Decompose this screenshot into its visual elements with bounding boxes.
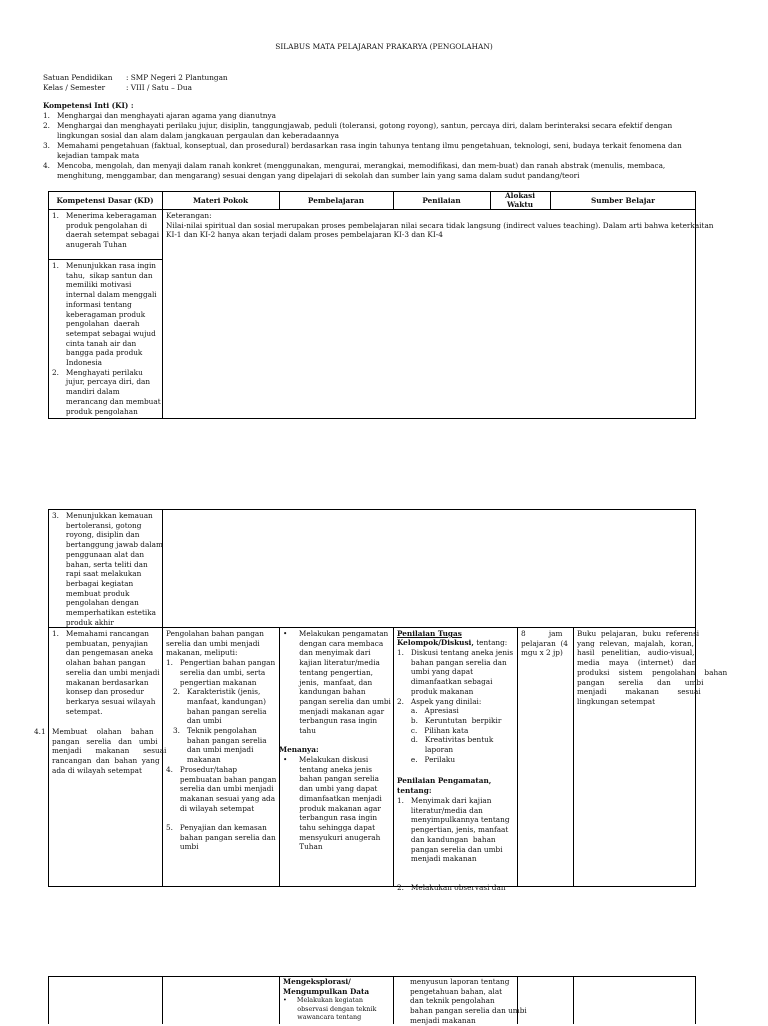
penilaian-tentang-label: tentang: (473, 638, 508, 647)
column-divider (573, 976, 574, 1024)
kd-4-1: Membuat olahan bahan pangan serelia dan umbi menjadi makanan sesuai rancangan dan bahan yang ada di wilayah setempat (52, 727, 167, 775)
ki-item (43, 111, 715, 121)
mengeksplorasi-heading: Mengeksplorasi/ Mengumpulkan Data (283, 977, 370, 996)
pembelajaran-mengeksplorasi: • Melakukan kegiatan observasi dengan teknik wawancara tentang (283, 996, 377, 1021)
column-divider (393, 627, 394, 887)
ki-item (43, 121, 715, 140)
ki-text: Memahami pengetahuan (faktual, konseptual, dan prosedural) berdasarkan rasa ingin tahunya tentang ilmu pengetahuan, teknologi, seni, budaya terkait fenomena dan kejadian tampak mata (57, 141, 682, 160)
penilaian-tugas-subheading (397, 638, 507, 648)
column-divider (48, 976, 49, 1024)
penilaian-laporan: menyusun laporan tentang pengetahuan bahan, alat dan teknik pengolahan bahan pangan serelia dan umbi menjadi makanan (410, 977, 527, 1025)
column-divider (162, 976, 163, 1024)
ki-number: 2. (43, 121, 50, 130)
column-divider (279, 976, 280, 1024)
header-materi: Materi Pokok (192, 196, 249, 205)
kd-2-3: 3. Menunjukkan kemauan bertoleransi, gotong royong, disiplin dan bertanggung jawab dalam penggunaan alat dan bahan, serta teliti dan rapi saat melakukan berbagai kegiatan membuat produk pengolahan dengan memperhatikan estetika produk akhir (52, 511, 163, 627)
header-kd: Kompetensi Dasar (KD) (56, 196, 154, 205)
kelas-value: : VIII / Satu – Dua (126, 83, 192, 92)
materi-pokok: Pengolahan bahan pangan serelia dan umbi menjadi makanan, meliputi: 1. Pengertian bahan pangan serelia dan umbi, serta pengertian makanan 2. Karakteristik (jenis, manfaat, kandungan) bahan pangan serelia dan umbi 3. Teknik pengolahan bahan pangan serelia dan umbi menjadi makanan 4. Prosedur/tahap pembuatan bahan pangan serelia dan umbi menjadi makanan sesuai yang ada di wilayah setempat 5. Penyajian dan kemasan bahan pangan serelia dan umbi (166, 629, 277, 852)
ki-item (43, 141, 715, 160)
kd-1-1: 1. Menerima keberagaman produk pengolahan di daerah setempat sebagai anugerah Tuhan (52, 211, 160, 250)
header-alokasi: Alokasi Waktu (505, 191, 535, 209)
header-penilaian: Penilaian (422, 196, 461, 205)
alokasi-waktu: 8 jam pelajaran (4 mgu x 2 jp) (521, 629, 568, 658)
keterangan-note: Keterangan: Nilai-nilai spiritual dan sosial merupakan proses pembelajaran nilai secara tidak langsung (indirect values teaching). Dalam arti bahwa keterkaitan KI-1 dan KI-2 hanya akan terjadi dalam proses pembelajaran KI-3 dan KI-4 (166, 211, 714, 240)
column-divider (279, 627, 280, 887)
sumber-belajar: Buku pelajaran, buku referensi yang relevan, majalah, koran, hasil penelitian, audio-visual, media maya (internet) dan produksi sistem pengolahan bahan pangan serelia dan umbi menjadi makanan sesuai lingkungan setempat (577, 629, 728, 706)
ki-text: Menghargai dan menghayati ajaran agama yang dianutnya (57, 111, 276, 120)
header-sumber: Sumber Belajar (591, 196, 655, 205)
penilaian-tugas-list: 1. Diskusi tentang aneka jenis bahan pangan serelia dan umbi yang dapat dimanfaatkan sebagai produk makanan 2. Aspek yang dinilai: a. Apresiasi b. Keruntutan berpikir c. Pilihan kata d. Kreativitas bentuk laporan e. Perilaku (397, 648, 514, 764)
table-3-top-border (48, 976, 696, 977)
penilaian-kelompok-label: Kelompok/Diskusi, (397, 638, 474, 647)
column-divider (573, 627, 574, 887)
column-divider (162, 191, 163, 419)
column-divider (695, 976, 696, 1024)
ki-number: 1. (43, 111, 50, 120)
pembelajaran-menanya: • Melakukan diskusi tentang aneka jenis bahan pangan serelia dan umbi yang dapat dimanfaatkan menjadi produk makanan agar terbangun rasa ingin tahu sehingga dapat mensyukuri anugerah Tuhan (283, 755, 382, 852)
kelas-label: Kelas / Semester (43, 83, 106, 92)
ki-number: 4. (43, 161, 50, 170)
header-divider (48, 209, 696, 210)
penilaian-pengamatan-heading: Penilaian Pengamatan, tentang: (397, 776, 492, 795)
column-divider (393, 976, 394, 1024)
satuan-label: Satuan Pendidikan (43, 73, 113, 82)
menanya-heading: Menanya: (279, 745, 319, 754)
ki-heading: Kompetensi Inti (KI) : (43, 101, 134, 110)
ki-item (43, 161, 715, 180)
ki-text: Mencoba, mengolah, dan menyaji dalam ranah konkret (menggunakan, mengurai, merangkai, memodifikasi, dan mem-buat) dan ranah abstrak (menulis, membaca, menghitung, menggambar, dan mengarang) sesuai dengan yang dipelajari di sekolah dan sumber lain yang sama dalam sudut pandang/teori (57, 161, 666, 180)
header-pembelajaran: Pembelajaran (307, 196, 365, 205)
page-title: SILABUS MATA PELAJARAN PRAKARYA (PENGOLAHAN) (275, 42, 493, 51)
penilaian-pengamatan-list: 1. Menyimak dari kajian literatur/media dan menyimpulkannya tentang pengertian, jenis, manfaat dan kandungan bahan pangan serelia dan umbi menjadi makanan 2. Melakukan observasi dan (397, 796, 510, 893)
ki-number: 3. (43, 141, 50, 150)
pembelajaran-mengamati: • Melakukan pengamatan dengan cara membaca dan menyimak dari kajian literatur/media tentang pengertian, jenis, manfaat, dan kandungan bahan pangan serelia dan umbi menjadi makanan agar terbangun rasa ingin tahu (283, 629, 391, 736)
ki-text: Menghargai dan menghayati perilaku jujur, disiplin, tanggungjawab, peduli (toleransi, gotong royong), santun, percaya diri, dalam berinteraksi secara efektif dengan lingkungan sosial dan alam dalam jangkauan pergaulan dan keberadaannya (57, 121, 673, 140)
kd-3-1: 1. Memahami rancangan pembuatan, penyajian dan pengemasan aneka olahan bahan pangan serelia dan umbi menjadi makanan berdasarkan konsep dan prosedur berkarya sesuai wilayah setempat. (52, 629, 160, 716)
penilaian-tugas-title: Penilaian Tugas (397, 629, 462, 638)
column-divider (517, 627, 518, 887)
kd-4-1-number: 4.1 (34, 727, 46, 736)
satuan-value: : SMP Negeri 2 Plantungan (126, 73, 228, 82)
kd-2: 1. Menunjukkan rasa ingin tahu, sikap santun dan memiliki motivasi internal dalam menggali informasi tentang keberagaman produk pengolahan daerah setempat sebagai wujud cinta tanah air dan bangga pada produk Indonesia 2. Menghayati perilaku jujur, percaya diri, dan mandiri dalam merancang dan membuat produk pengolahan (52, 261, 161, 416)
row-divider (48, 259, 162, 260)
